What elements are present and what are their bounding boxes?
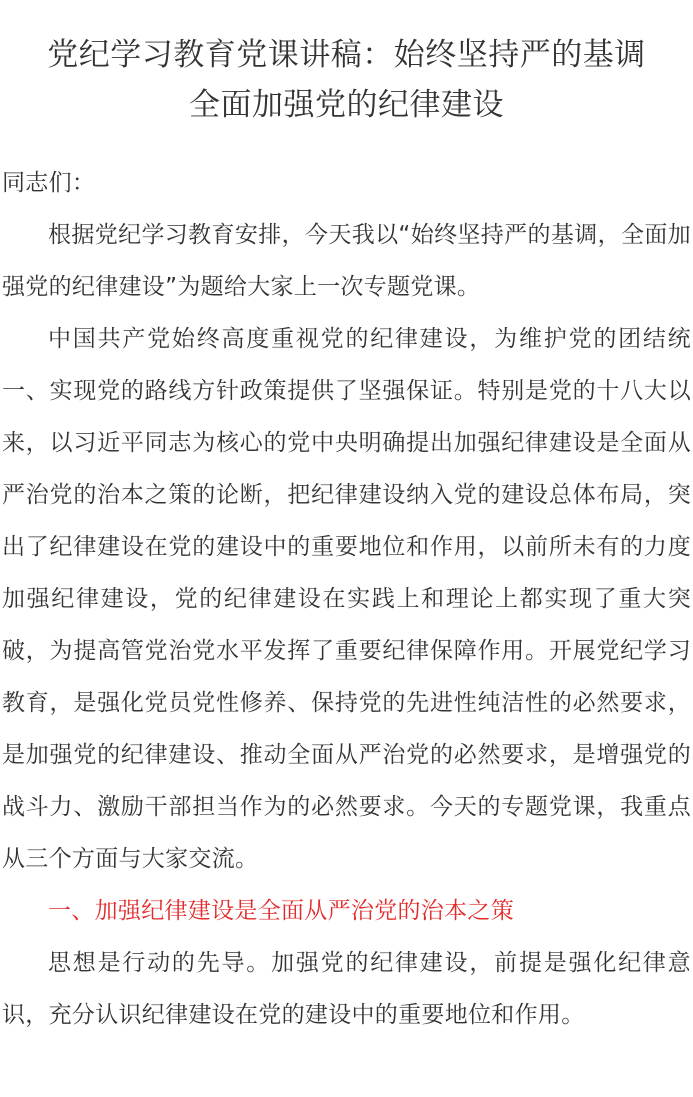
paragraph-background: 中国共产党始终高度重视党的纪律建设，为维护党的团结统一、实现党的路线方针政策提供了坚强保证。特别是党的十八大以来，以习近平同志为核心的党中央明确提出加强纪律建设是全面从严治党的治本之策的论断，把纪律建设纳入党的建设总体布局，突出了纪律建设在党的建设中的重要地位和作用，以前所未有的力度加强纪律建设，党的纪律建设在实践上和理论上都实现了重大突破，为提高管党治党水平发挥了重要纪律保障作用。开展党纪学习教育，是强化党员党性修养、保持党的先进性纯洁性的必然要求，是加强党的纪律建设、推动全面从严治党的必然要求，是增强党的战斗力、激励干部担当作为的必然要求。今天的专题党课，我重点从三个方面与大家交流。: [2, 326, 691, 872]
title-line-2: 全面加强党的纪律建设: [189, 87, 504, 123]
paragraph-section1: 思想是行动的先导。加强党的纪律建设，前提是强化纪律意识，充分认识纪律建设在党的建设中的重要地位和作用。: [2, 950, 691, 1028]
document-body: [0, 157, 693, 1041]
paragraph-intro: 根据党纪学习教育安排，今天我以“始终坚持严的基调，全面加强党的纪律建设”为题给大家上一次专题党课。: [2, 222, 691, 300]
salutation: 同志们：: [2, 170, 96, 196]
title-line-1: 党纪学习教育党课讲稿：始终坚持严的基调: [47, 37, 646, 73]
section-heading-1: 一、加强纪律建设是全面从严治党的治本之策: [48, 898, 514, 924]
document-title: [0, 0, 693, 130]
